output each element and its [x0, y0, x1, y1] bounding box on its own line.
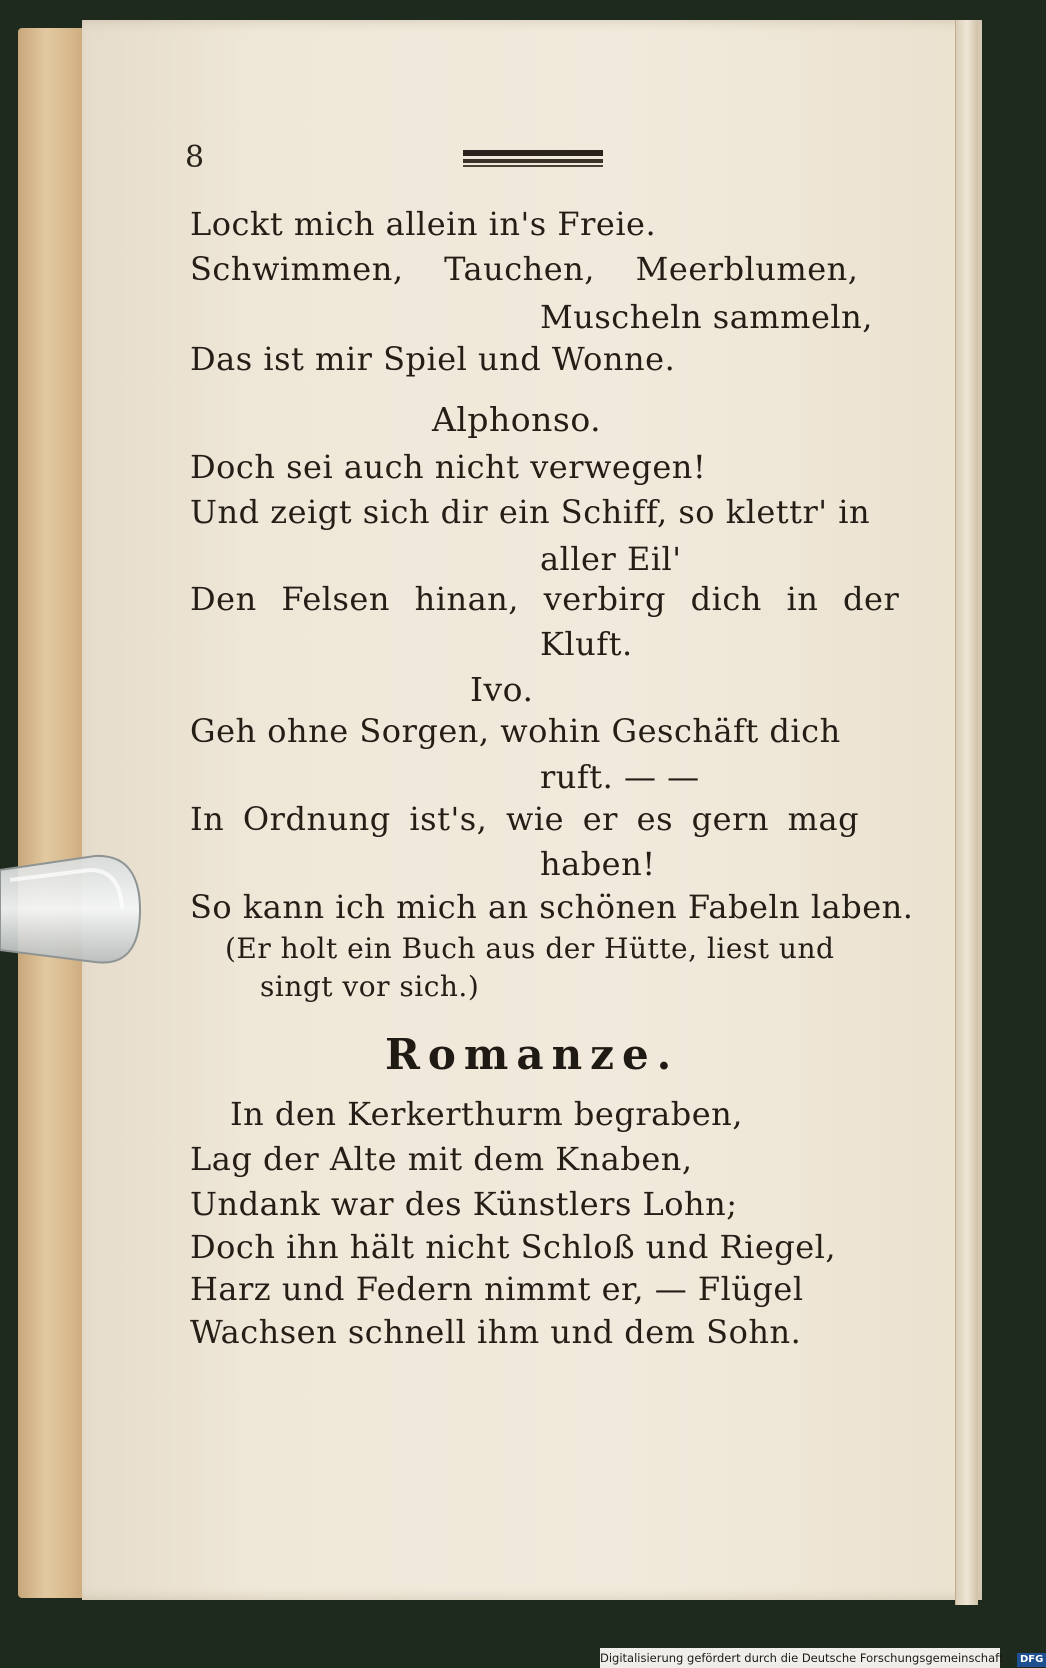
text-line: Lockt mich allein in's Freie.	[190, 205, 657, 243]
footer-text: Digitalisierung gefördert durch die Deutsche Forschungsgemeinschaft -	[600, 1651, 1012, 1665]
header-ornament	[463, 150, 603, 168]
text-line: Schwimmen, Tauchen, Meerblumen,	[190, 250, 859, 288]
text-line: Doch sei auch nicht verwegen!	[190, 448, 707, 486]
section-heading: Romanze.	[385, 1030, 680, 1079]
verse-line: In den Kerkerthurm begraben,	[230, 1095, 743, 1133]
text-line: Den Felsen hinan, verbirg dich in der	[190, 580, 900, 618]
speaker-name: Ivo.	[470, 670, 534, 709]
text-line: So kann ich mich an schönen Fabeln laben.	[190, 888, 914, 926]
dfg-logo: DFG	[1017, 1653, 1046, 1667]
verse-line: Undank war des Künstlers Lohn;	[190, 1185, 738, 1223]
verse-line: Wachsen schnell ihm und dem Sohn.	[190, 1313, 802, 1351]
verse-line: Harz und Federn nimmt er, — Flügel	[190, 1270, 804, 1308]
page-stack-edge	[18, 28, 88, 1598]
page-number: 8	[185, 140, 205, 175]
text-line: Kluft.	[540, 625, 633, 663]
text-line: Geh ohne Sorgen, wohin Geschäft dich	[190, 712, 841, 750]
speaker-name: Alphonso.	[432, 400, 602, 439]
verse-line: Lag der Alte mit dem Knaben,	[190, 1140, 693, 1178]
text-line: Das ist mir Spiel und Wonne.	[190, 340, 676, 378]
stage-direction: (Er holt ein Buch aus der Hütte, liest und	[225, 932, 835, 965]
text-line: Und zeigt sich dir ein Schiff, so klettr' in	[190, 493, 871, 531]
verse-line: Doch ihn hält nicht Schloß und Riegel,	[190, 1228, 837, 1266]
stage-direction: singt vor sich.)	[260, 970, 480, 1003]
text-line: Muscheln sammeln,	[540, 298, 873, 336]
text-line: In Ordnung ist's, wie er es gern mag	[190, 800, 860, 838]
page-clip-image	[0, 850, 150, 975]
text-line: haben!	[540, 845, 656, 883]
text-line: ruft. — —	[540, 758, 700, 796]
page-gutter-edge	[955, 20, 978, 1605]
digitization-footer	[600, 1648, 1044, 1668]
text-line: aller Eil'	[540, 540, 682, 578]
